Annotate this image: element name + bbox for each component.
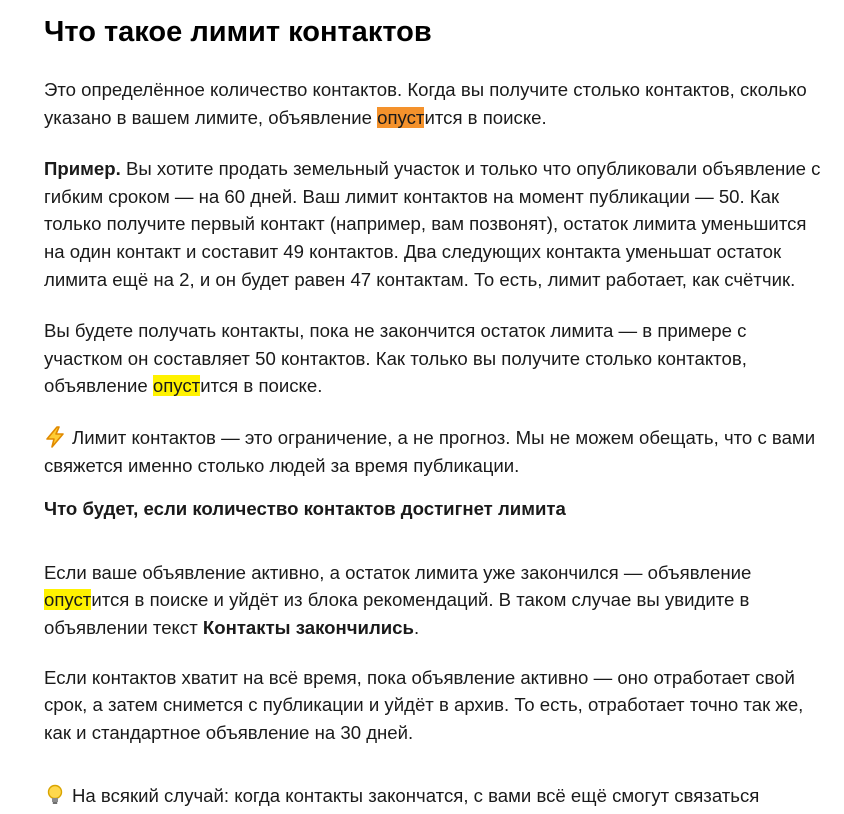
- paragraph-text: На всякий случай: когда контакты закончатся, с вами всё ещё смогут связаться: [72, 785, 760, 807]
- paragraph-text: Вы будете получать контакты, пока не закончится остаток лимита — в примере с участком он составляет 50 контактов. Как только вы получите столько контактов, объявление: [44, 320, 747, 397]
- contacts-ended-label: Контакты закончились: [202, 616, 414, 638]
- search-highlight: опуст: [152, 375, 201, 397]
- page-title: Что такое лимит контактов: [44, 16, 432, 48]
- paragraph-text: Если ваше объявление активно, а остаток лимита уже закончился — объявление: [44, 561, 752, 583]
- search-highlight-active: опуст: [377, 106, 425, 128]
- paragraph-text: Это определённое количество контактов. Когда вы получите столько контактов, сколько указано в вашем лимите, объявление: [44, 79, 807, 128]
- paragraph-enough-contacts: Если контактов хватит на всё время, пока объявление активно — оно отработает свой срок, а затем снимется с публикации и уйдёт в архив. То есть, отработает точно так же, как и стандартное объявление на 30 дней.: [44, 666, 804, 743]
- lightning-icon: [44, 426, 66, 448]
- paragraph-text: ится в поиске.: [424, 106, 547, 128]
- paragraph-text: ится в поиске.: [200, 375, 323, 397]
- paragraph-example: [44, 155, 829, 293]
- paragraph-text: .: [413, 616, 420, 638]
- paragraph-note: [44, 424, 829, 479]
- lightbulb-icon: [44, 784, 66, 806]
- paragraph-tip: [44, 782, 829, 810]
- section-heading: Что будет, если количество контактов достигнет лимита: [44, 498, 566, 520]
- paragraph-text: Лимит контактов — это ограничение, а не прогноз. Мы не можем обещать, что с вами свяжется именно столько людей за время публикации.: [44, 426, 816, 476]
- paragraph-definition: [44, 76, 829, 131]
- paragraph-text: Вы хотите продать земельный участок и только что опубликовали объявление с гибким сроком — на 60 дней. Ваш лимит контактов на момент публикации — 50. Как только получите первый контакт (например, вам позвонят), остаток лимита уменьшится на один контакт и составит 49 контактов. Два следующих контакта уменьшат остаток лимита ещё на 2, и он будет равен 47 контактам. То есть, лимит работает, как счётчик.: [44, 158, 821, 290]
- search-highlight: опуст: [44, 589, 92, 611]
- example-label: Пример.: [44, 158, 121, 180]
- paragraph-receiving-contacts: [44, 317, 829, 400]
- paragraph-limit-reached: [44, 559, 829, 642]
- paragraph-text: ится в поиске и уйдёт из блока рекомендаций. В таком случае вы увидите в объявлении текст: [44, 589, 750, 638]
